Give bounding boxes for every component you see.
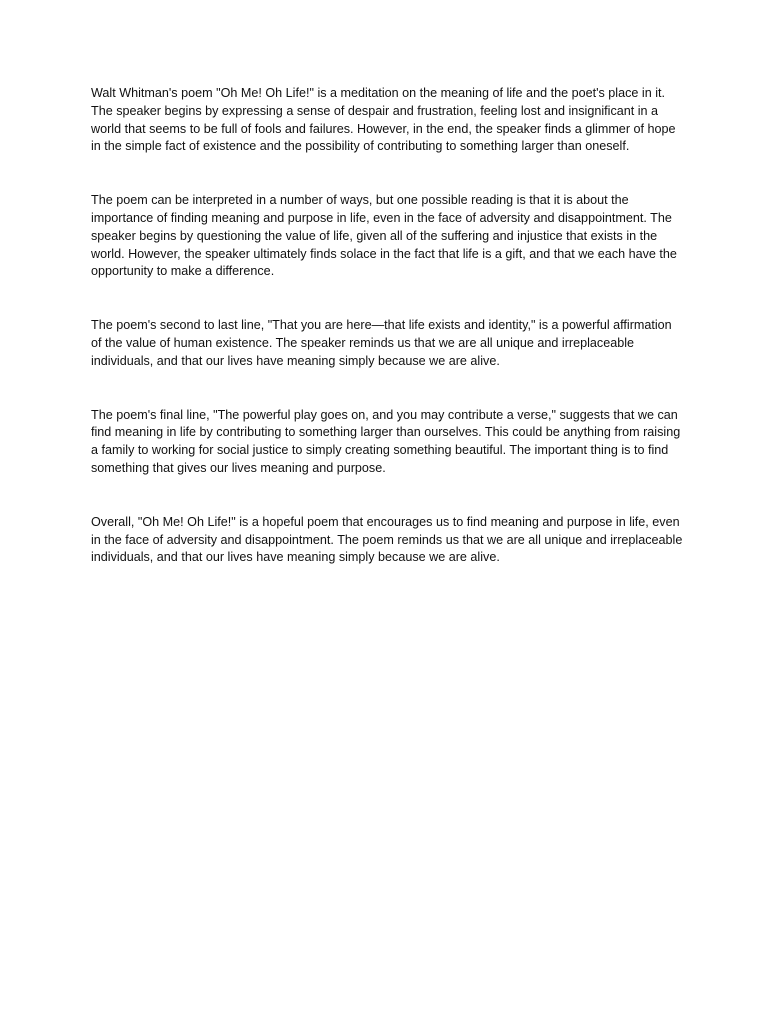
paragraph-second-to-last-line: The poem's second to last line, "That you are here—that life exists and identity," is a powerful affirmation of the value of human existence. The speaker reminds us that we are all unique and irreplaceable individuals, and that our lives have meaning simply because we are alive. — [91, 318, 672, 368]
document-page — [91, 85, 683, 567]
paragraph-intro: Walt Whitman's poem "Oh Me! Oh Life!" is a meditation on the meaning of life and the poet's place in it. The speaker begins by expressing a sense of despair and frustration, feeling lost and insignificant in a world that seems to be full of fools and failures. However, in the end, the speaker finds a glimmer of hope in the simple fact of existence and the possibility of contributing to something larger than oneself. — [91, 86, 676, 154]
paragraph-final-line: The poem's final line, "The powerful play goes on, and you may contribute a verse," suggests that we can find meaning in life by contributing to something larger than ourselves. This could be anything from raising a family to working for social justice to simply creating something beautiful. The important thing is to find something that gives our lives meaning and purpose. — [91, 407, 681, 475]
paragraph-interpretation: The poem can be interpreted in a number of ways, but one possible reading is that it is about the importance of finding meaning and purpose in life, even in the face of adversity and disappointment. The speaker begins by questioning the value of life, given all of the suffering and injustice that exists in the world. However, the speaker ultimately finds solace in the fact that life is a gift, and that we each have the opportunity to make a difference. — [91, 193, 677, 279]
paragraph-conclusion: Overall, "Oh Me! Oh Life!" is a hopeful poem that encourages us to find meaning and purpose in life, even in the face of adversity and disappointment. The poem reminds us that we are all unique and irreplaceable individuals, and that our lives have meaning simply because we are alive. — [91, 514, 683, 565]
